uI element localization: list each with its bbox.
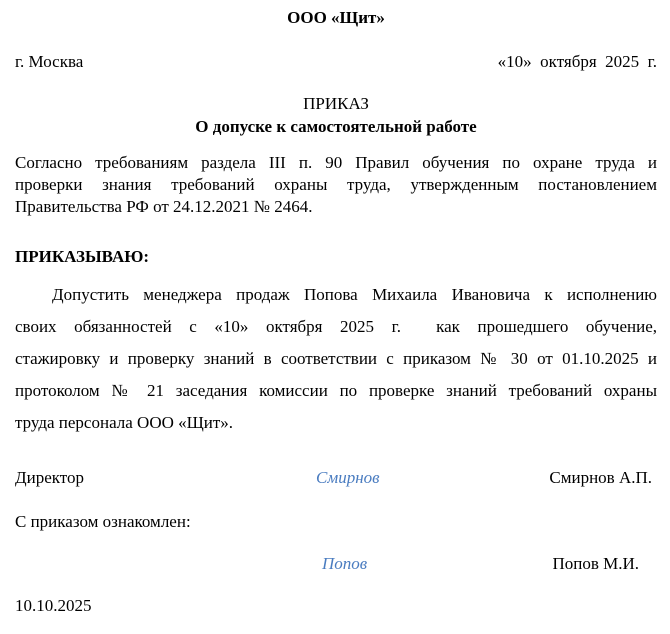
body-line: своих обязанностей с «10» октября 2025 г. как прошедшего обучение, <box>15 317 657 336</box>
body-line: стажировку и проверку знаний в соответствии с приказом № 30 от 01.10.2025 и <box>15 349 657 368</box>
order-title: ПРИКАЗ <box>303 94 369 113</box>
directive-heading: ПРИКАЗЫВАЮ: <box>15 247 150 266</box>
employee-name: Попов М.И. <box>552 554 639 573</box>
order-date: «10» октября 2025 г. <box>497 52 657 71</box>
preamble-line: проверки знания требований охраны труда, утвержденным постановлением <box>15 175 657 194</box>
director-signature: Смирнов <box>316 468 380 487</box>
acknowledged-label: С приказом ознакомлен: <box>15 512 191 531</box>
city: г. Москва <box>15 52 84 71</box>
acknowledged-date: 10.10.2025 <box>15 596 92 615</box>
body-line: Допустить менеджера продаж Попова Михаила Ивановича к исполнению <box>52 285 657 304</box>
preamble-line: Согласно требованиям раздела III п. 90 Правил обучения по охране труда и <box>15 153 657 172</box>
employee-signature: Попов <box>322 554 368 573</box>
body-line: труда персонала ООО «Щит». <box>15 413 234 432</box>
order-subject: О допуске к самостоятельной работе <box>195 117 477 136</box>
body-line: протоколом № 21 заседания комиссии по проверке знаний требований охраны <box>15 381 657 400</box>
director-position: Директор <box>15 468 84 487</box>
director-name: Смирнов А.П. <box>549 468 652 487</box>
organization-name: ООО «Щит» <box>287 8 385 27</box>
preamble-line: Правительства РФ от 24.12.2021 № 2464. <box>15 197 313 216</box>
